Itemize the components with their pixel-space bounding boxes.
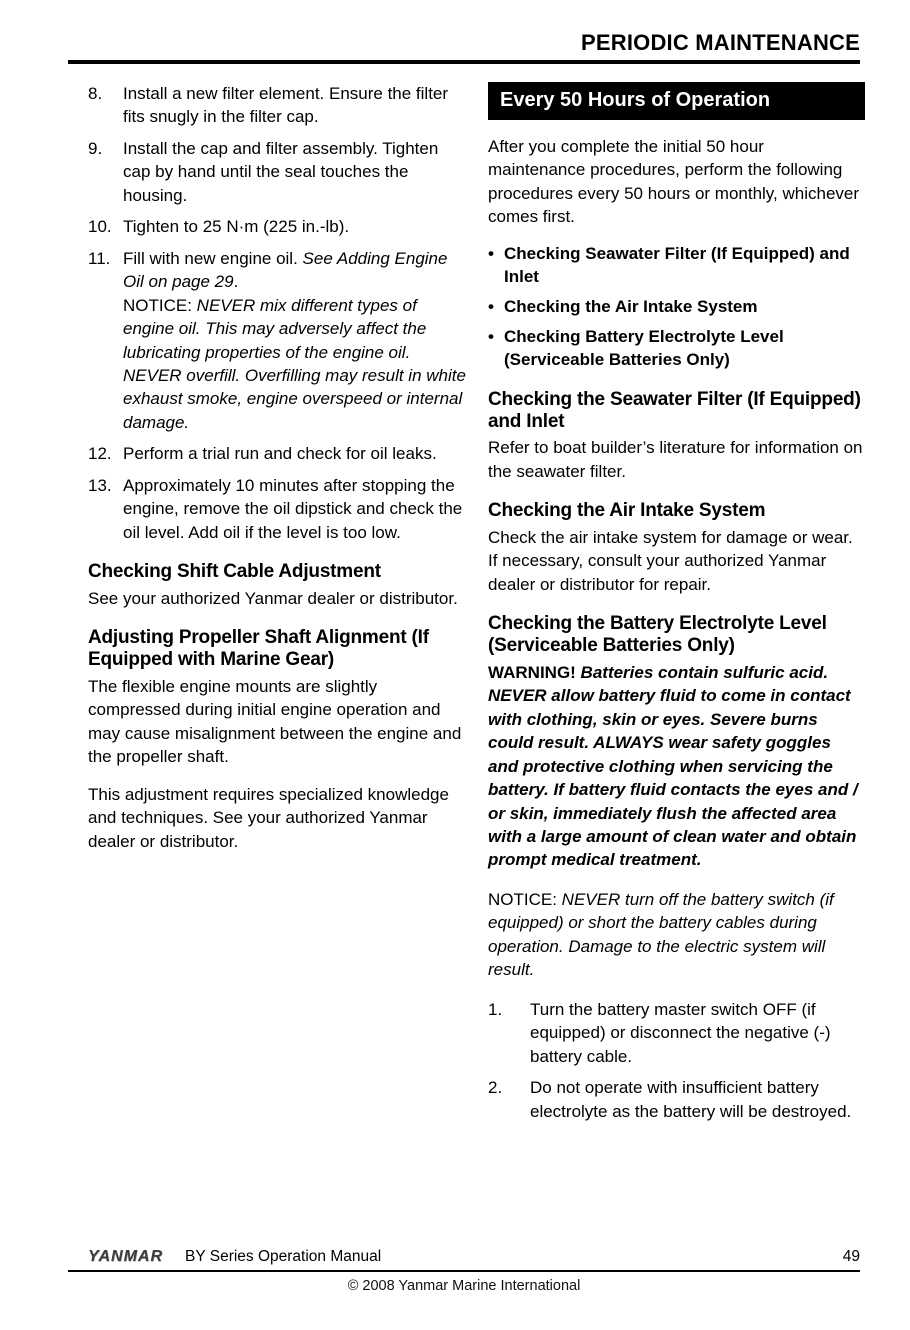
- section-paragraph: The flexible engine mounts are slightly compressed during initial engine operation and may cause misalignment between the engine and the propeller shaft.: [88, 676, 462, 767]
- step-text: Approximately 10 minutes after stopping the engine, remove the oil dipstick and check the oil level. Add oil if the level is too low.: [123, 475, 463, 542]
- yanmar-logo: YANMAR: [88, 1248, 164, 1265]
- section-paragraph: Check the air intake system for damage or wear. If necessary, consult your authorized Yanmar dealer or distributor for repair.: [488, 527, 853, 594]
- section-banner-every-50-hours: Every 50 Hours of Operation: [488, 82, 865, 120]
- section-paragraph: Refer to boat builder’s literature for information on the seawater filter.: [488, 438, 863, 481]
- bullet-icon: •: [488, 243, 494, 263]
- procedure-bullet-list: [488, 243, 865, 372]
- section-heading-air-intake: Checking the Air Intake System: [488, 500, 766, 522]
- notice-text: NEVER turn off the battery switch (if equipped) or short the battery cables during operation. Damage to the electric system will result.: [488, 889, 834, 980]
- two-column-layout: [88, 82, 865, 1131]
- step-text-normal: Fill with new engine oil.: [123, 248, 303, 268]
- list-item-step-13: [88, 474, 470, 544]
- step-number: 8.: [88, 84, 103, 103]
- notice-label: NOTICE:: [123, 295, 197, 315]
- list-item-step-10: [88, 215, 470, 238]
- page-number: 49: [842, 1248, 860, 1265]
- step-number: 2.: [488, 1078, 503, 1098]
- step-number: 1.: [488, 999, 503, 1019]
- cross-reference: See Adding Engine Oil on page 29: [123, 248, 448, 292]
- page-title: PERIODIC MAINTENANCE: [580, 30, 860, 55]
- warning-label: WARNING!: [488, 662, 581, 682]
- step-text: Do not operate with insufficient battery electrolyte as the battery will be destroyed.: [530, 1078, 852, 1121]
- step-number: 10.: [88, 217, 112, 237]
- step-number: 11.: [88, 248, 111, 268]
- list-item-step-1: [488, 998, 865, 1068]
- step-text: Tighten to 25 N·m (225 in.-lb).: [123, 217, 350, 237]
- warning-paragraph: [488, 661, 865, 872]
- step-number: 9.: [88, 138, 103, 158]
- manual-title: BY Series Operation Manual: [185, 1248, 382, 1265]
- step-text: Perform a trial run and check for oil leaks.: [123, 444, 437, 464]
- step-number: 12.: [88, 444, 112, 464]
- notice-text: NEVER mix different types of engine oil. This may adversely affect the lubricating properties of the engine oil. NEVER overfill. Overfilling may result in white exhaust smoke, engine overspeed or internal damage.: [123, 295, 466, 432]
- list-item-step-12: [88, 442, 470, 465]
- bullet-item: [488, 326, 865, 372]
- list-item-step-11: [88, 247, 470, 435]
- step-text-normal: .: [233, 272, 239, 292]
- notice-paragraph: [488, 888, 865, 982]
- section-heading-shift-cable: Checking Shift Cable Adjustment: [88, 561, 381, 583]
- step-text: Turn the battery master switch OFF (if equipped) or disconnect the negative (-) battery cable.: [530, 999, 831, 1066]
- list-item-step-8: [88, 82, 470, 129]
- list-item-step-2: [488, 1076, 865, 1123]
- right-column: [488, 82, 865, 1131]
- page-header: [68, 30, 860, 64]
- section-heading-battery-electrolyte: Checking the Battery Electrolyte Level (Serviceable Batteries Only): [488, 612, 827, 657]
- page-footer: [68, 1248, 860, 1294]
- bullet-text: Checking the Air Intake System: [504, 296, 758, 316]
- bullet-text: Checking Seawater Filter (If Equipped) and Inlet: [504, 243, 850, 286]
- section-paragraph: See your authorized Yanmar dealer or distributor.: [88, 588, 458, 608]
- bullet-icon: •: [488, 326, 494, 346]
- step-number: 13.: [88, 475, 112, 495]
- warning-text: Batteries contain sulfuric acid. NEVER allow battery fluid to come in contact with clothing, skin or eyes. Severe burns could result. ALWAYS wear safety goggles and protective clothing when servicing the battery. If battery fluid contacts the eyes and / or skin, immediately flush the affected area with a large amount of clean water and obtain prompt medical treatment.: [488, 662, 858, 870]
- section-heading-propeller-shaft: Adjusting Propeller Shaft Alignment (If Equipped with Marine Gear): [88, 627, 429, 671]
- left-column: [88, 82, 470, 1131]
- bullet-text: Checking Battery Electrolyte Level (Serviceable Batteries Only): [504, 326, 784, 369]
- bullet-item: [488, 296, 865, 319]
- section-heading-seawater-filter: Checking the Seawater Filter (If Equipped) and Inlet: [488, 388, 861, 432]
- copyright-notice: © 2008 Yanmar Marine International: [347, 1278, 581, 1294]
- list-item-step-9: [88, 137, 470, 207]
- footer-row: [68, 1248, 860, 1272]
- step-text: [123, 247, 470, 435]
- intro-paragraph: After you complete the initial 50 hour maintenance procedures, perform the following procedures every 50 hours or monthly, whichever comes first.: [488, 137, 860, 227]
- bullet-item: [488, 243, 865, 289]
- step-text: Install a new filter element. Ensure the filter fits snugly in the filter cap.: [123, 84, 449, 127]
- bullet-icon: •: [488, 296, 494, 316]
- section-paragraph: This adjustment requires specialized knowledge and techniques. See your authorized Yanmar dealer or distributor.: [88, 784, 449, 851]
- notice-label: NOTICE:: [488, 889, 562, 909]
- step-text: Install the cap and filter assembly. Tighten cap by hand until the seal touches the housing.: [123, 138, 439, 205]
